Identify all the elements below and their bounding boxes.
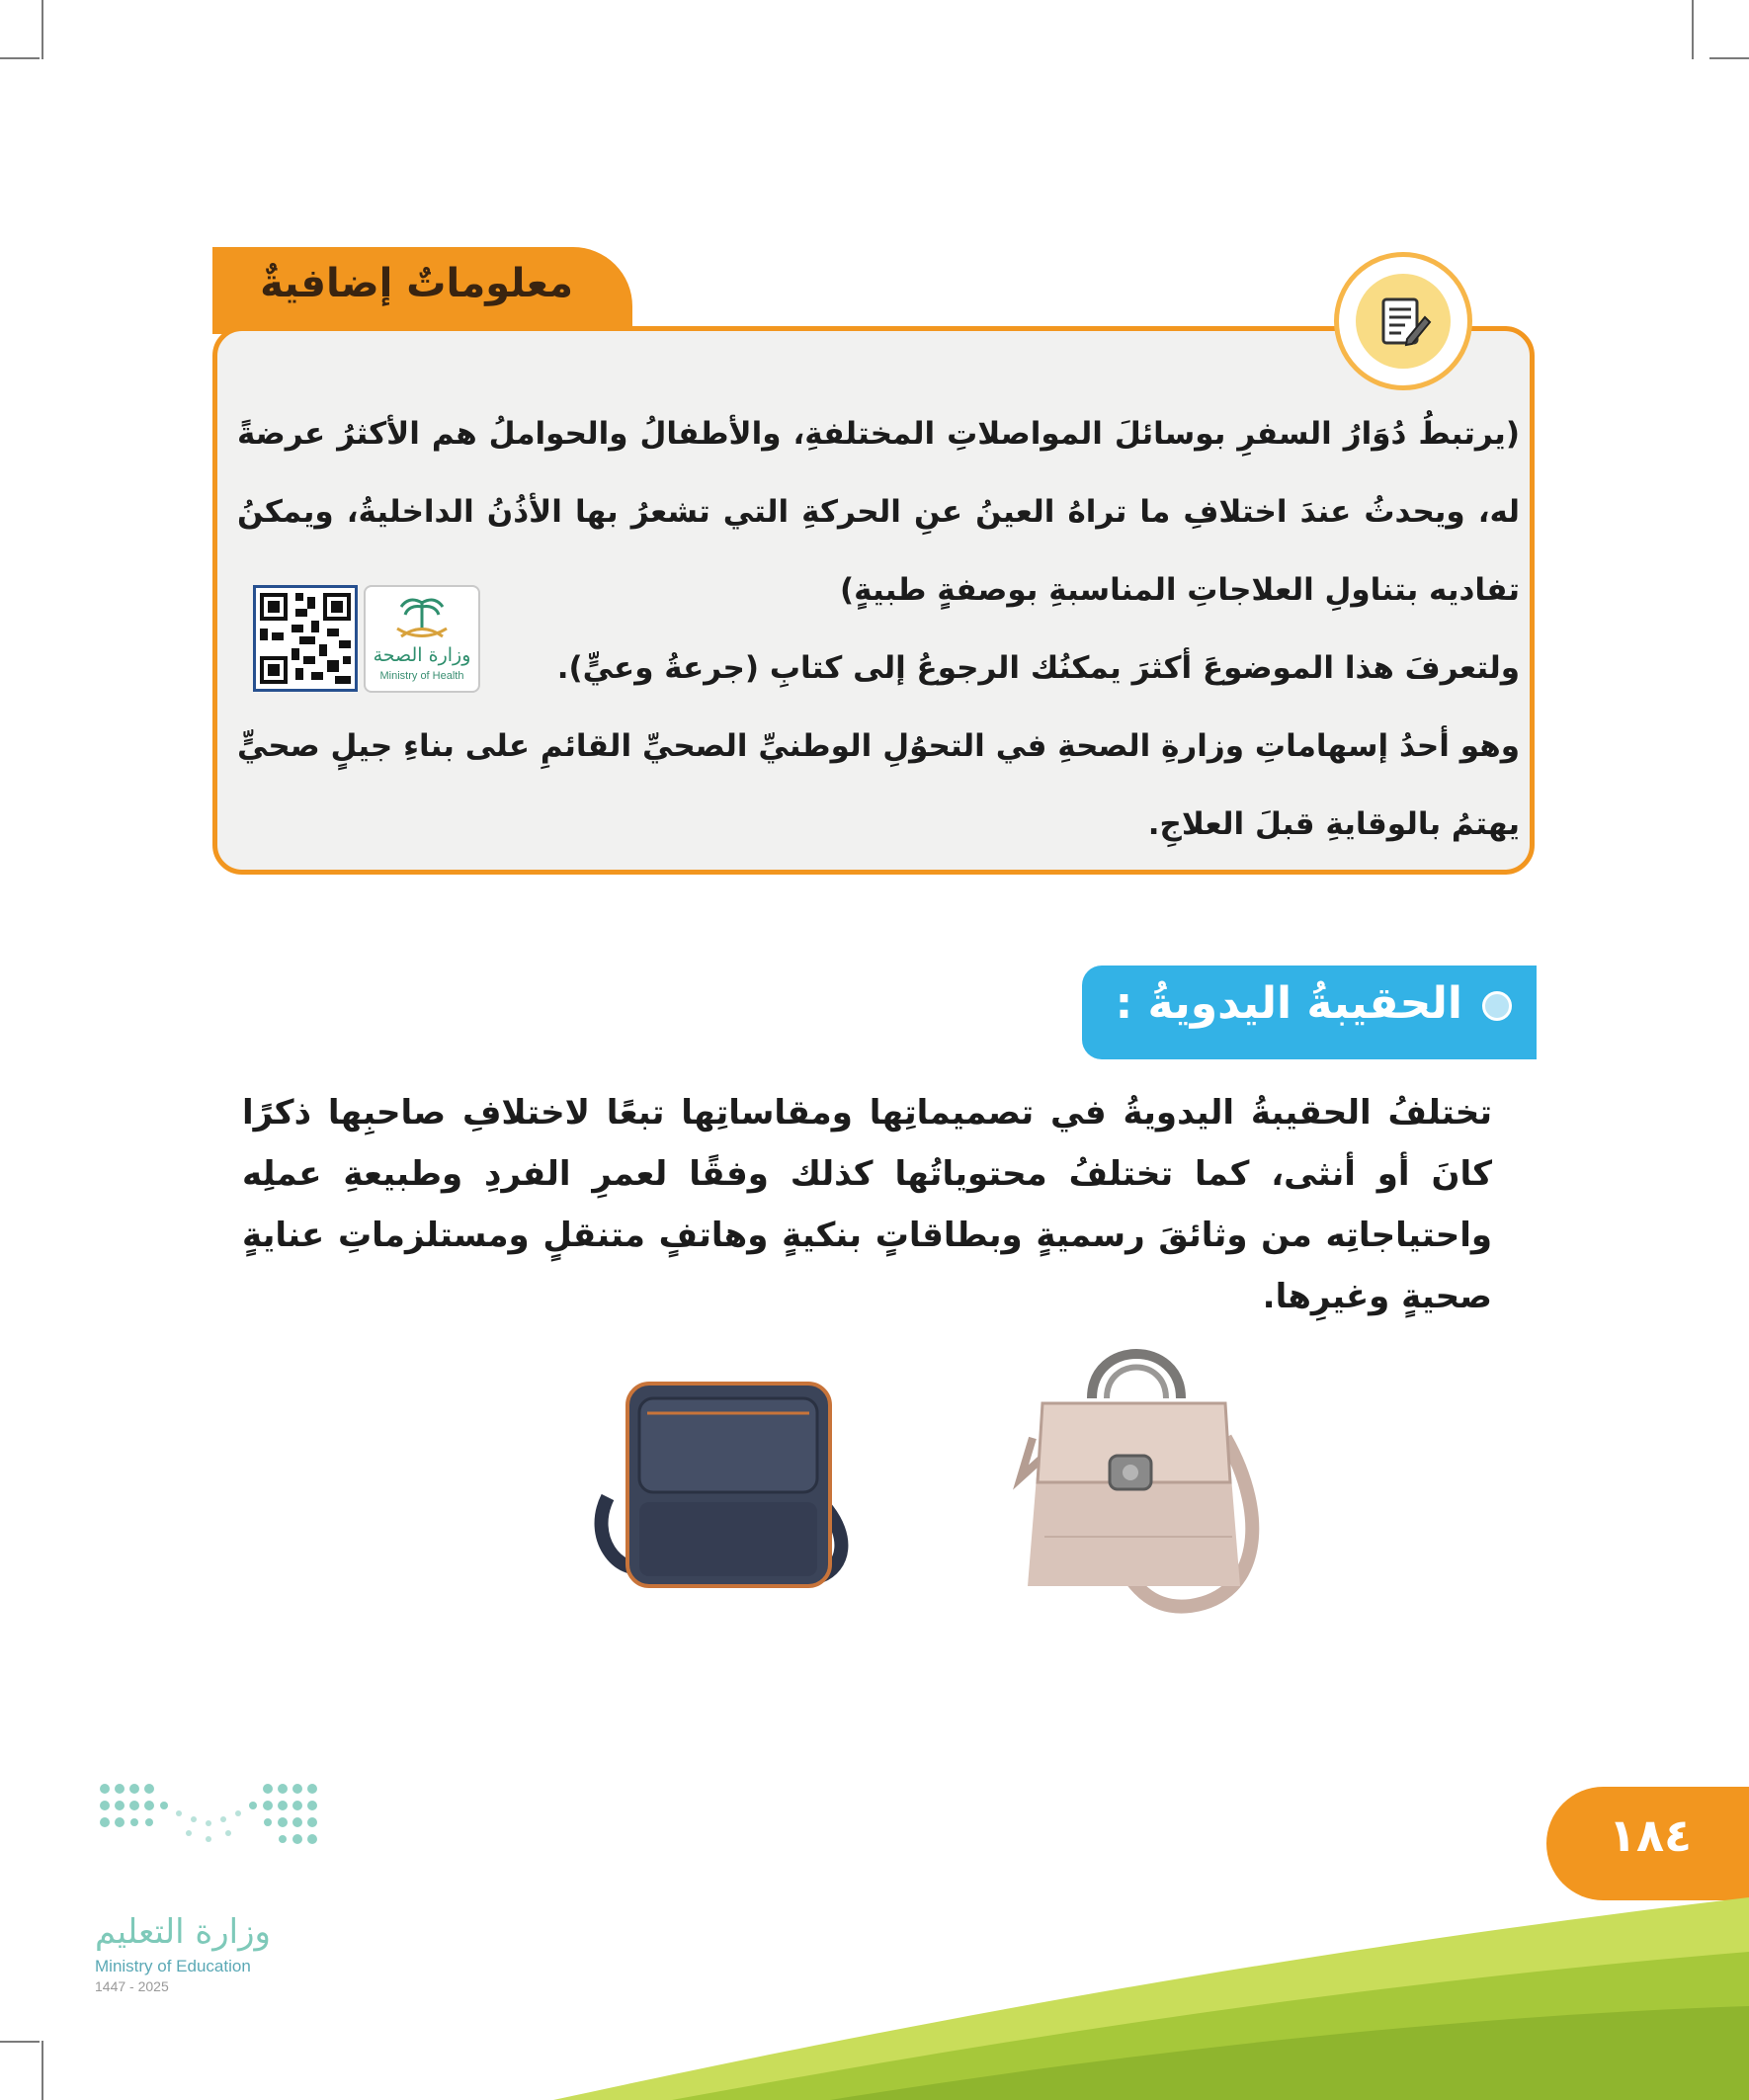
crop-mark: [1692, 0, 1694, 59]
bullet-dot-icon: [1482, 991, 1512, 1021]
qr-code-icon[interactable]: [253, 585, 358, 692]
womens-handbag-image: [1013, 1339, 1270, 1621]
info-paragraph: وهو أحدُ إسهاماتِ وزارةِ الصحةِ في التحوُلِ الوطنيِّ الصحيِّ القائمِ على بناءِ جيلٍ صحيٍّ يهتمُ بالوقايةِ قبلَ العلاجِ.: [237, 728, 1520, 842]
crop-mark: [42, 0, 43, 59]
ministry-of-education-logo: [95, 1774, 322, 1994]
palm-swords-icon: [366, 591, 478, 650]
moe-arabic-name: وزارة التعليم: [95, 1912, 271, 1952]
crop-mark: [0, 2041, 40, 2043]
section-body-text: تختلفُ الحقيبةُ اليدويةُ في تصميماتِها ومقاساتِها تبعًا لاختلافِ صاحبِها ذكرًا كانَ أو أنثى، كما تختلفُ محتوياتُها كذلك وفقًا لعمرِ الفردِ وطبيعةِ عملِه واحتياجاتِه من وثائقَ رسميةٍ وبطاقاتٍ بنكيةٍ وهاتفٍ متنقلٍ ومستلزماتِ عنايةٍ صحيةٍ وغيرِها.: [242, 1093, 1492, 1316]
info-paragraph: (يرتبطُ دُوَارُ السفرِ بوسائلَ المواصلاتِ المختلفةِ، والأطفالُ والحواملُ هم الأكثرُ عرضةً له، ويحدثُ عندَ اختلافِ ما تراهُ العينُ عنِ الحركةِ التي تشعرُ بها الأذُنُ الداخليةُ، ويمكنُ تفاديه بتناولِ العلاجاتِ المناسبةِ بوصفةٍ طبيةٍ): [237, 416, 1520, 608]
info-box-title: معلوماتٌ إضافيةٌ: [260, 261, 573, 306]
green-wave-decoration: [553, 1897, 1749, 2100]
notepad-pencil-icon: [1356, 274, 1451, 369]
moh-english-name: Ministry of Health: [379, 670, 464, 682]
info-icon-badge: [1334, 252, 1472, 390]
page-number: ١٨٤: [1608, 1808, 1693, 1862]
info-paragraph: ولتعرفَ هذا الموضوعَ أكثرَ يمكنُك الرجوعُ إلى كتابِ (جرعةُ وعيٍّ).: [556, 650, 1520, 686]
crop-mark: [0, 57, 40, 59]
info-box-tab: [212, 247, 632, 334]
section-title: الحقيبةُ اليدويةُ :: [1115, 978, 1462, 1029]
moe-year: 2025 - 1447: [95, 1978, 169, 1994]
crop-mark: [42, 2041, 43, 2100]
moe-english-name: Ministry of Education: [95, 1957, 251, 1975]
mens-crossbody-bag-image: [588, 1369, 860, 1596]
moh-arabic-name: وزارة الصحة: [373, 644, 471, 666]
ministry-of-health-logo: [364, 585, 480, 693]
dots-pattern-icon: [95, 1774, 322, 1902]
crop-mark: [1709, 57, 1749, 59]
